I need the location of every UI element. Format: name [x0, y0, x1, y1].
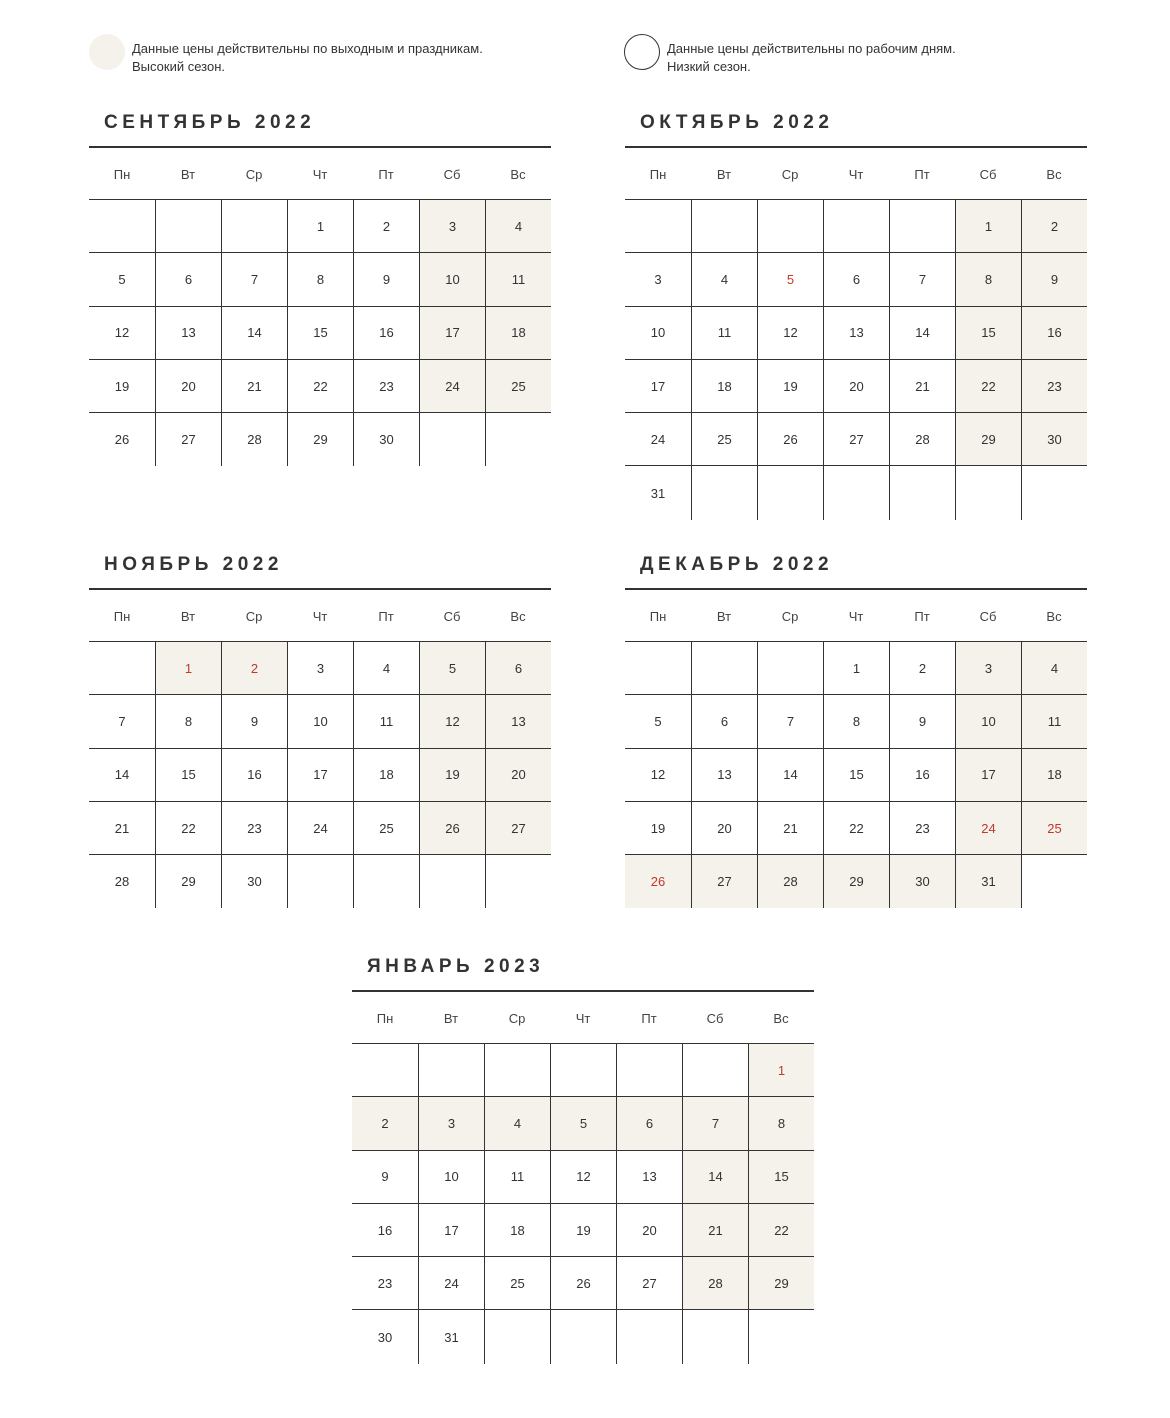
weekday-header	[89, 590, 551, 641]
month-january-2023	[352, 950, 814, 1364]
month-september-2022	[89, 106, 551, 466]
day-cell: 30	[889, 855, 955, 908]
day-cell: 15	[748, 1151, 814, 1204]
weekday-label: Пн	[376, 1011, 394, 1026]
weekday-header	[89, 148, 551, 199]
day-cell: 24	[287, 802, 353, 855]
weekday-label: Ср	[245, 609, 263, 624]
day-cell: 17	[625, 360, 691, 413]
day-cell: 22	[155, 802, 221, 855]
day-cell: 30	[377, 1329, 393, 1345]
weekday-label: Пт	[641, 1011, 657, 1026]
weekday-label: Пт	[378, 609, 394, 624]
day-cell: 19	[89, 360, 155, 413]
day-cell: 15	[823, 749, 889, 802]
empty-cell	[955, 466, 1021, 519]
day-cell: 7	[889, 253, 955, 306]
day-cell: 21	[221, 360, 287, 413]
empty-cell	[616, 1044, 682, 1097]
day-cell: 11	[691, 307, 757, 360]
weekday-label: Вт	[716, 167, 732, 182]
day-cell: 9	[353, 253, 419, 306]
day-cell: 6	[155, 253, 221, 306]
weekday-label: Пн	[649, 609, 667, 624]
days-grid	[625, 641, 1087, 908]
day-cell: 14	[757, 749, 823, 802]
day-cell: 13	[155, 307, 221, 360]
day-cell: 12	[625, 749, 691, 802]
day-cell: 7	[221, 253, 287, 306]
day-cell: 1	[823, 642, 889, 695]
weekday-label: Вт	[443, 1011, 459, 1026]
day-cell: 15	[287, 307, 353, 360]
weekday-label: Вс	[510, 609, 526, 624]
day-cell: 30	[221, 855, 287, 908]
day-cell: 31	[955, 855, 1021, 908]
day-cell: 27	[155, 413, 221, 466]
day-cell: 19	[757, 360, 823, 413]
day-cell: 25	[484, 1257, 550, 1310]
day-cell: 28	[889, 413, 955, 466]
weekday-label: Чт	[848, 609, 864, 624]
weekday-label: Вс	[1046, 609, 1062, 624]
empty-cell	[625, 642, 691, 695]
empty-cell	[691, 200, 757, 253]
day-cell: 2	[353, 200, 419, 253]
empty-cell	[353, 855, 419, 908]
empty-cell	[419, 855, 485, 908]
day-cell: 11	[485, 253, 551, 306]
empty-cell	[550, 1310, 616, 1363]
day-cell: 3	[419, 200, 485, 253]
legend-high-line1: Данные цены действительны по выходным и праздникам.	[132, 41, 483, 56]
day-cell: 18	[1021, 749, 1087, 802]
day-cell: 9	[221, 695, 287, 748]
day-cell: 20	[691, 802, 757, 855]
day-cell: 11	[484, 1151, 550, 1204]
day-cell: 28	[682, 1257, 748, 1310]
day-cell: 27	[823, 413, 889, 466]
day-cell: 23	[889, 802, 955, 855]
day-cell: 18	[691, 360, 757, 413]
day-cell: 25	[485, 360, 551, 413]
day-cell: 29	[287, 413, 353, 466]
day-cell: 19	[625, 802, 691, 855]
day-cell: 26	[114, 432, 130, 448]
empty-cell	[419, 413, 485, 466]
day-cell: 30	[353, 413, 419, 466]
legend-high-season	[89, 34, 483, 76]
day-cell: 3	[418, 1097, 484, 1150]
weekday-label: Сб	[979, 167, 997, 182]
day-cell: 22	[955, 360, 1021, 413]
day-cell: 5	[89, 253, 155, 306]
day-cell: 4	[691, 253, 757, 306]
day-cell: 9	[352, 1151, 418, 1204]
day-cell: 10	[287, 695, 353, 748]
day-cell: 18	[485, 307, 551, 360]
day-cell: 26	[757, 413, 823, 466]
empty-cell	[691, 466, 757, 519]
empty-cell	[757, 200, 823, 253]
weekday-label: Сб	[443, 167, 461, 182]
weekday-label: Сб	[979, 609, 997, 624]
day-cell: 29	[823, 855, 889, 908]
day-cell: 21	[889, 360, 955, 413]
legend-low-season	[624, 34, 956, 76]
day-cell: 2	[889, 642, 955, 695]
empty-cell	[485, 855, 551, 908]
day-cell: 21	[682, 1204, 748, 1257]
weekday-label: Вт	[180, 609, 196, 624]
day-cell: 9	[889, 695, 955, 748]
day-cell: 6	[616, 1097, 682, 1150]
day-cell: 18	[353, 749, 419, 802]
day-cell: 24	[418, 1257, 484, 1310]
day-cell: 28	[757, 855, 823, 908]
day-cell: 21	[89, 802, 155, 855]
empty-cell	[748, 1310, 814, 1363]
weekday-label: Ср	[781, 167, 799, 182]
day-cell: 13	[823, 307, 889, 360]
weekday-label: Чт	[312, 609, 328, 624]
day-cell: 5	[757, 253, 823, 306]
month-december-2022	[625, 548, 1087, 908]
day-cell: 27	[485, 802, 551, 855]
weekday-label: Вс	[773, 1011, 789, 1026]
empty-cell	[889, 200, 955, 253]
weekday-label: Вт	[716, 609, 732, 624]
day-cell: 27	[616, 1257, 682, 1310]
empty-cell	[1021, 855, 1087, 908]
empty-cell	[625, 200, 691, 253]
day-cell: 10	[955, 695, 1021, 748]
day-cell: 17	[418, 1204, 484, 1257]
day-cell: 24	[955, 802, 1021, 855]
high-season-swatch	[89, 34, 125, 70]
day-cell: 8	[155, 695, 221, 748]
empty-cell	[352, 1044, 418, 1097]
day-cell: 23	[221, 802, 287, 855]
day-cell: 19	[550, 1204, 616, 1257]
weekday-header	[625, 590, 1087, 641]
day-cell: 24	[419, 360, 485, 413]
day-cell: 16	[1021, 307, 1087, 360]
weekday-label: Чт	[312, 167, 328, 182]
days-grid	[89, 641, 551, 908]
empty-cell	[89, 642, 155, 695]
day-cell: 29	[955, 413, 1021, 466]
empty-cell	[221, 200, 287, 253]
empty-cell	[757, 642, 823, 695]
day-cell: 9	[1021, 253, 1087, 306]
day-cell: 4	[1021, 642, 1087, 695]
day-cell: 1	[287, 200, 353, 253]
day-cell: 14	[682, 1151, 748, 1204]
empty-cell	[757, 466, 823, 519]
day-cell: 16	[221, 749, 287, 802]
empty-cell	[287, 855, 353, 908]
weekday-label: Пн	[649, 167, 667, 182]
weekday-label: Пт	[914, 167, 930, 182]
day-cell: 16	[889, 749, 955, 802]
day-cell: 27	[691, 855, 757, 908]
weekday-header	[625, 148, 1087, 199]
day-cell: 11	[353, 695, 419, 748]
month-november-2022	[89, 548, 551, 908]
day-cell: 3	[625, 253, 691, 306]
day-cell: 31	[650, 485, 666, 501]
empty-cell	[682, 1310, 748, 1363]
day-cell: 5	[625, 695, 691, 748]
day-cell: 10	[418, 1151, 484, 1204]
weekday-label: Чт	[848, 167, 864, 182]
empty-cell	[418, 1044, 484, 1097]
legend-high-line2: Высокий сезон.	[132, 59, 225, 74]
weekday-label: Ср	[508, 1011, 526, 1026]
day-cell: 13	[691, 749, 757, 802]
day-cell: 31	[418, 1310, 484, 1363]
empty-cell	[89, 200, 155, 253]
day-cell: 26	[419, 802, 485, 855]
weekday-label: Сб	[706, 1011, 724, 1026]
weekday-label: Вт	[180, 167, 196, 182]
day-cell: 4	[484, 1097, 550, 1150]
month-october-2022	[625, 106, 1087, 520]
day-cell: 28	[114, 874, 130, 890]
day-cell: 12	[419, 695, 485, 748]
day-cell: 1	[955, 200, 1021, 253]
day-cell: 6	[823, 253, 889, 306]
day-cell: 16	[352, 1204, 418, 1257]
day-cell: 11	[1021, 695, 1087, 748]
day-cell: 6	[485, 642, 551, 695]
day-cell: 28	[221, 413, 287, 466]
weekday-label: Ср	[781, 609, 799, 624]
day-cell: 29	[748, 1257, 814, 1310]
day-cell: 25	[353, 802, 419, 855]
low-season-swatch	[624, 34, 660, 70]
day-cell: 8	[823, 695, 889, 748]
day-cell: 8	[748, 1097, 814, 1150]
days-grid	[352, 1043, 814, 1364]
day-cell: 20	[823, 360, 889, 413]
empty-cell	[616, 1310, 682, 1363]
day-cell: 2	[352, 1097, 418, 1150]
day-cell: 29	[155, 855, 221, 908]
day-cell: 23	[352, 1257, 418, 1310]
day-cell: 19	[419, 749, 485, 802]
day-cell: 26	[550, 1257, 616, 1310]
day-cell: 14	[889, 307, 955, 360]
day-cell: 14	[221, 307, 287, 360]
day-cell: 17	[419, 307, 485, 360]
day-cell: 7	[89, 695, 155, 748]
day-cell: 12	[550, 1151, 616, 1204]
empty-cell	[484, 1310, 550, 1363]
day-cell: 18	[484, 1204, 550, 1257]
day-cell: 20	[155, 360, 221, 413]
day-cell: 25	[1021, 802, 1087, 855]
day-cell: 12	[757, 307, 823, 360]
weekday-header	[352, 992, 814, 1043]
day-cell: 22	[823, 802, 889, 855]
day-cell: 22	[287, 360, 353, 413]
legend-low-line1: Данные цены действительны по рабочим дням.	[667, 41, 956, 56]
day-cell: 5	[550, 1097, 616, 1150]
empty-cell	[682, 1044, 748, 1097]
weekday-label: Пт	[914, 609, 930, 624]
day-cell: 21	[757, 802, 823, 855]
empty-cell	[485, 413, 551, 466]
day-cell: 15	[155, 749, 221, 802]
day-cell: 20	[616, 1204, 682, 1257]
month-title: ДЕКАБРЬ 2022	[640, 554, 834, 575]
day-cell: 3	[955, 642, 1021, 695]
day-cell: 4	[485, 200, 551, 253]
month-title: СЕНТЯБРЬ 2022	[104, 112, 316, 133]
empty-cell	[691, 642, 757, 695]
weekday-label: Чт	[575, 1011, 591, 1026]
day-cell: 13	[485, 695, 551, 748]
day-cell: 7	[682, 1097, 748, 1150]
legend-low-line2: Низкий сезон.	[667, 59, 751, 74]
day-cell: 10	[419, 253, 485, 306]
empty-cell	[484, 1044, 550, 1097]
empty-cell	[823, 466, 889, 519]
day-cell: 30	[1021, 413, 1087, 466]
empty-cell	[823, 200, 889, 253]
day-cell: 13	[616, 1151, 682, 1204]
day-cell: 26	[625, 855, 691, 908]
day-cell: 14	[89, 749, 155, 802]
day-cell: 2	[221, 642, 287, 695]
day-cell: 20	[485, 749, 551, 802]
day-cell: 2	[1021, 200, 1087, 253]
day-cell: 8	[287, 253, 353, 306]
empty-cell	[889, 466, 955, 519]
empty-cell	[155, 200, 221, 253]
day-cell: 22	[748, 1204, 814, 1257]
day-cell: 5	[419, 642, 485, 695]
day-cell: 25	[691, 413, 757, 466]
empty-cell	[550, 1044, 616, 1097]
days-grid	[89, 199, 551, 466]
weekday-label: Вс	[1046, 167, 1062, 182]
day-cell: 17	[287, 749, 353, 802]
day-cell: 1	[748, 1044, 814, 1097]
day-cell: 15	[955, 307, 1021, 360]
weekday-label: Ср	[245, 167, 263, 182]
day-cell: 7	[757, 695, 823, 748]
day-cell: 12	[89, 307, 155, 360]
weekday-label: Вс	[510, 167, 526, 182]
day-cell: 23	[353, 360, 419, 413]
days-grid	[625, 199, 1087, 520]
weekday-label: Пт	[378, 167, 394, 182]
day-cell: 17	[955, 749, 1021, 802]
day-cell: 23	[1021, 360, 1087, 413]
day-cell: 16	[353, 307, 419, 360]
weekday-label: Пн	[113, 167, 131, 182]
day-cell: 6	[691, 695, 757, 748]
month-title: ЯНВАРЬ 2023	[367, 956, 545, 977]
empty-cell	[1021, 466, 1087, 519]
weekday-label: Пн	[113, 609, 131, 624]
day-cell: 1	[155, 642, 221, 695]
weekday-label: Сб	[443, 609, 461, 624]
day-cell: 4	[353, 642, 419, 695]
month-title: ОКТЯБРЬ 2022	[640, 112, 834, 133]
day-cell: 3	[287, 642, 353, 695]
day-cell: 8	[955, 253, 1021, 306]
month-title: НОЯБРЬ 2022	[104, 554, 283, 575]
day-cell: 10	[625, 307, 691, 360]
day-cell: 24	[625, 413, 691, 466]
